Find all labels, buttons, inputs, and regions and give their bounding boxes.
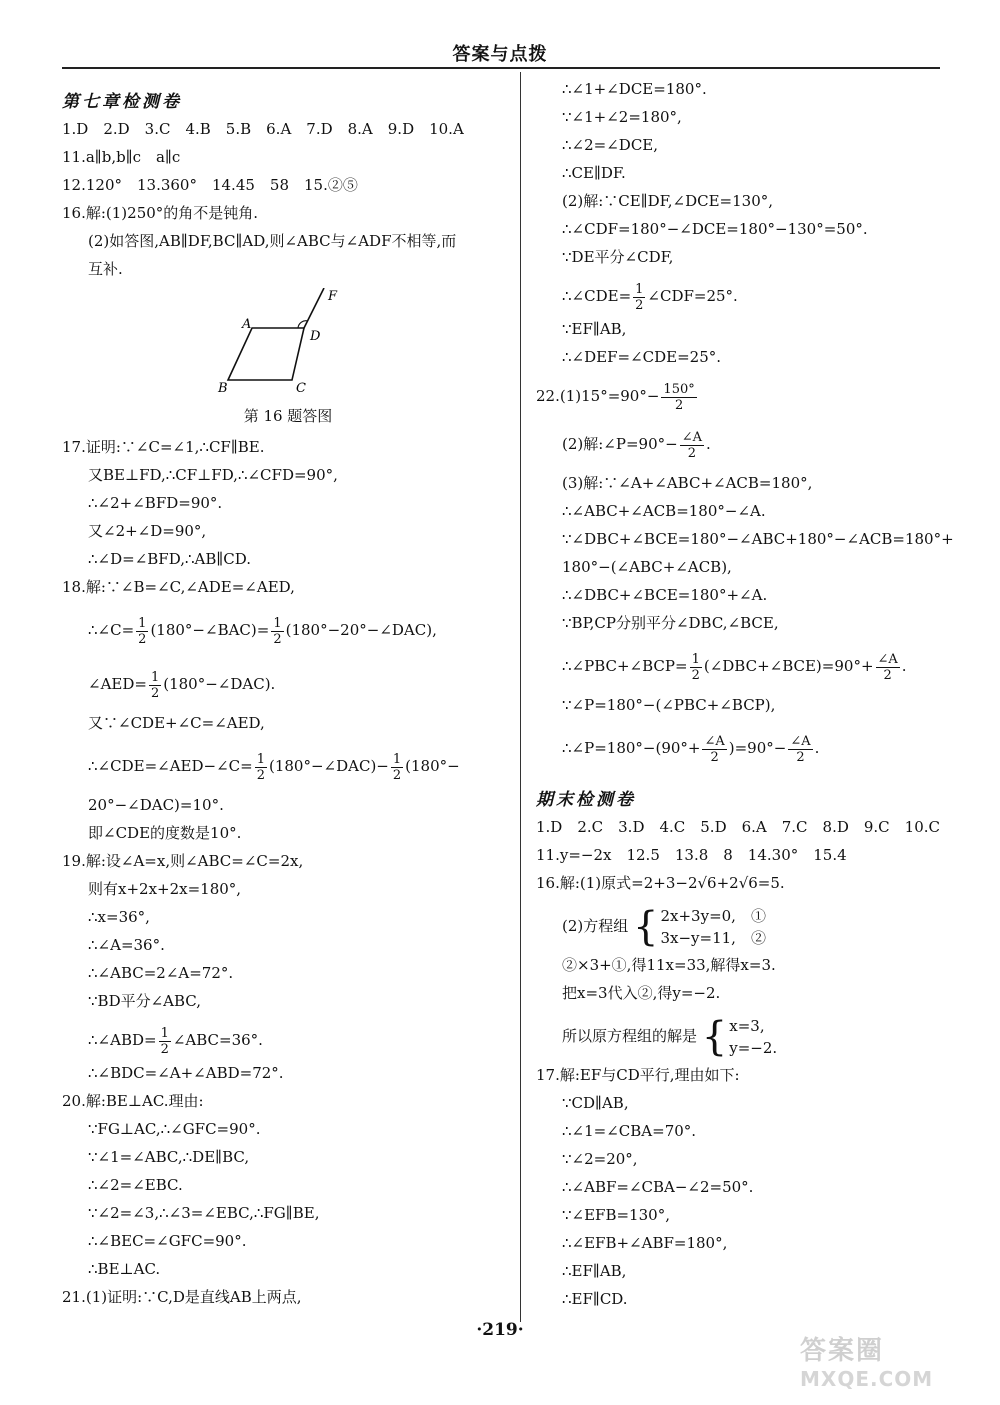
answer-line: ∴∠DBC+∠BCE=180°+∠A.: [562, 586, 768, 604]
fraction: $\frac{\angle A}{2}$: [704, 733, 725, 765]
answer-line: ∴∠ABC=2∠A=72°.: [88, 964, 234, 982]
solution-system: { x=3, y=−2.: [701, 1014, 778, 1060]
answer-line: ∴∠ABD= $\frac{1}{2}$ ∠ABC=36°.: [88, 1025, 263, 1057]
brace-icon: {: [633, 904, 659, 950]
answer-line: 又BE⊥FD,∴CF⊥FD,∴∠CFD=90°,: [88, 466, 338, 484]
page-number: ·219·: [476, 1320, 524, 1340]
watermark-text: 答案圈: [800, 1336, 885, 1366]
ray-df: [304, 288, 324, 328]
answer-line: ∴∠1=∠CBA=70°.: [562, 1122, 697, 1140]
answer-line: 20°−∠DAC)=10°.: [88, 796, 224, 814]
answer-line: ∴EF∥AB,: [562, 1262, 627, 1280]
answer-line: (2)解:∠P=90°− $\frac{\angle A}{2}$ .: [562, 429, 711, 461]
answer-line: 180°−(∠ABC+∠ACB),: [562, 558, 732, 576]
answer-line: 12.120° 13.360° 14.45 58 15.②⑤: [62, 176, 358, 194]
answer-line: 11.y=−2x 12.5 13.8 8 14.30° 15.4: [536, 846, 847, 864]
fraction: $\frac{1}{2}$: [256, 751, 265, 783]
fraction: $\frac{1}{2}$: [691, 651, 700, 683]
answer-line: ∴∠PBC+∠BCP= $\frac{1}{2}$ (∠DBC+∠BCE)=90°+ $\frac{\angle A}{2}$ .: [562, 651, 907, 683]
answer-line: ∵FG⊥AC,∴∠GFC=90°.: [88, 1120, 261, 1138]
answer-line: ∴∠1+∠DCE=180°.: [562, 80, 707, 98]
fraction: $\frac{\angle A}{2}$: [681, 429, 702, 461]
answer-line: ∵CD∥AB,: [562, 1094, 629, 1112]
answer-line: 即∠CDE的度数是10°.: [88, 824, 242, 842]
answer-line: ∴EF∥CD.: [562, 1290, 628, 1308]
answer-line: (2)方程组 { 2x+3y=0, ① 3x−y=11, ②: [562, 904, 766, 950]
answer-line: ∴∠A=36°.: [88, 936, 165, 954]
watermark-url: MXQE.COM: [800, 1367, 934, 1391]
answer-line: 又∵∠CDE+∠C=∠AED,: [88, 714, 265, 732]
watermark-logo: [800, 1330, 980, 1392]
fraction: $\frac{1}{2}$: [160, 1025, 169, 1057]
answer-line: ∴BE⊥AC.: [88, 1260, 161, 1278]
answer-line: ∴∠P=180°−(90°+ $\frac{\angle A}{2}$ )=90°− $\frac{\angle A}{2}$ .: [562, 733, 820, 765]
answer-line: ∴∠C= $\frac{1}{2}$ (180°−∠BAC)= $\frac{1}{2}$ (180°−20°−∠DAC),: [88, 615, 437, 647]
answer-line: (2)如答图,AB∥DF,BC∥AD,则∠ABC与∠ADF不相等,而: [88, 232, 457, 250]
answer-line: ∵∠P=180°−(∠PBC+∠BCP),: [562, 696, 776, 714]
answer-line: ∴x=36°,: [88, 908, 150, 926]
answer-line: 1.D 2.C 3.D 4.C 5.D 6.A 7.C 8.D 9.C 10.C: [536, 818, 940, 836]
answer-line: ②×3+①,得11x=33,解得x=3.: [562, 956, 776, 974]
answer-line: 把x=3代入②,得y=−2.: [562, 984, 721, 1002]
section-title-chapter7: 第七章检测卷: [62, 92, 182, 112]
answer-line: ∵EF∥AB,: [562, 320, 627, 338]
label-f: F: [328, 289, 338, 304]
fraction: $\frac{\angle A}{2}$: [790, 733, 811, 765]
label-d: D: [310, 329, 321, 344]
answer-line: 21.(1)证明:∵C,D是直线AB上两点,: [62, 1288, 302, 1306]
answer-line: (3)解:∵∠A+∠ABC+∠ACB=180°,: [562, 474, 813, 492]
answer-line: 19.解:设∠A=x,则∠ABC=∠C=2x,: [62, 852, 304, 870]
answer-line: 16.解:(1)原式=2+3−2√6+2√6=5.: [536, 874, 785, 892]
answer-line: ∴CE∥DF.: [562, 164, 626, 182]
label-a: A: [242, 317, 252, 332]
parallelogram-shape: [228, 328, 304, 380]
answer-line: 18.解:∵∠B=∠C,∠ADE=∠AED,: [62, 578, 295, 596]
answer-line: ∵∠EFB=130°,: [562, 1206, 670, 1224]
answer-line: ∴∠ABC+∠ACB=180°−∠A.: [562, 502, 766, 520]
label-b: B: [218, 381, 228, 396]
answer-line: ∴∠2=∠EBC.: [88, 1176, 183, 1194]
header-rule: [62, 67, 940, 69]
left-column: [62, 80, 514, 1316]
answer-line: ∵DE平分∠CDF,: [562, 248, 674, 266]
fraction: $\frac{1}{2}$: [138, 615, 147, 647]
answer-line: 11.a∥b,b∥c a∥c: [62, 148, 181, 166]
page-header-title: 答案与点拨: [452, 44, 548, 65]
column-divider: [520, 72, 521, 1322]
answer-line: ∴∠2=∠DCE,: [562, 136, 659, 154]
answer-line: ∴∠ABF=∠CBA−∠2=50°.: [562, 1178, 754, 1196]
answer-line: ∠AED= $\frac{1}{2}$ (180°−∠DAC).: [88, 669, 276, 701]
right-column: [536, 80, 956, 1318]
fraction: $\frac{\angle A}{2}$: [877, 651, 898, 683]
answer-line: ∴∠CDE=∠AED−∠C= $\frac{1}{2}$ (180°−∠DAC)− $\frac{1}{2}$ (180°−: [88, 751, 460, 783]
answer-line: 则有x+2x+2x=180°,: [88, 880, 242, 898]
answer-line: 所以原方程组的解是 { x=3, y=−2.: [562, 1014, 778, 1060]
answer-line: ∴∠BDC=∠A+∠ABD=72°.: [88, 1064, 284, 1082]
answer-line: ∵BP,CP分别平分∠DBC,∠BCE,: [562, 614, 779, 632]
answer-line: 16.解:(1)250°的角不是钝角.: [62, 204, 259, 222]
answer-line: 17.证明:∵∠C=∠1,∴CF∥BE.: [62, 438, 265, 456]
fraction: $\frac{150^\circ}{2}$: [663, 381, 695, 413]
fraction: $\frac{1}{2}$: [392, 751, 402, 783]
answer-line: ∵∠2=∠3,∴∠3=∠EBC,∴FG∥BE,: [88, 1204, 320, 1222]
answer-line: ∴∠BEC=∠GFC=90°.: [88, 1232, 247, 1250]
answer-line: 1.D 2.D 3.C 4.B 5.B 6.A 7.D 8.A 9.D 10.A: [62, 120, 464, 138]
equation-system: { 2x+3y=0, ① 3x−y=11, ②: [633, 904, 766, 950]
answer-line: ∵∠2=20°,: [562, 1150, 638, 1168]
answer-line: ∵∠1+∠2=180°,: [562, 108, 682, 126]
section-title-final-exam: 期末检测卷: [536, 790, 636, 810]
answer-line: 互补.: [88, 260, 123, 278]
answer-line: 17.解:EF与CD平行,理由如下:: [536, 1066, 740, 1084]
fraction: $\frac{1}{2}$: [150, 669, 160, 701]
figure-caption: 第 16 题答图: [243, 407, 333, 425]
answer-line: ∵∠1=∠ABC,∴DE∥BC,: [88, 1148, 250, 1166]
answer-line: ∴∠CDE= $\frac{1}{2}$ ∠CDF=25°.: [562, 281, 738, 313]
brace-icon: {: [701, 1014, 728, 1060]
answer-line: ∵BD平分∠ABC,: [88, 992, 202, 1010]
answer-line: (2)解:∵CE∥DF,∠DCE=130°,: [562, 192, 774, 210]
answer-line: 22.(1)15°=90°− $\frac{150^\circ}{2}$: [536, 381, 695, 413]
answer-line: ∴∠2+∠BFD=90°.: [88, 494, 223, 512]
answer-line: ∴∠DEF=∠CDE=25°.: [562, 348, 722, 366]
answer-line: 20.解:BE⊥AC.理由:: [62, 1092, 204, 1110]
answer-line: ∵∠DBC+∠BCE=180°−∠ABC+180°−∠ACB=180°+: [562, 530, 954, 548]
fraction: $\frac{1}{2}$: [273, 615, 282, 647]
answer-line: ∴∠EFB+∠ABF=180°,: [562, 1234, 728, 1252]
answer-line: ∴∠CDF=180°−∠DCE=180°−130°=50°.: [562, 220, 868, 238]
q16-figure: [62, 288, 514, 438]
label-c: C: [296, 381, 306, 396]
answer-line: 又∠2+∠D=90°,: [88, 522, 207, 540]
answer-line: ∴∠D=∠BFD,∴AB∥CD.: [88, 550, 252, 568]
fraction: $\frac{1}{2}$: [635, 281, 644, 313]
